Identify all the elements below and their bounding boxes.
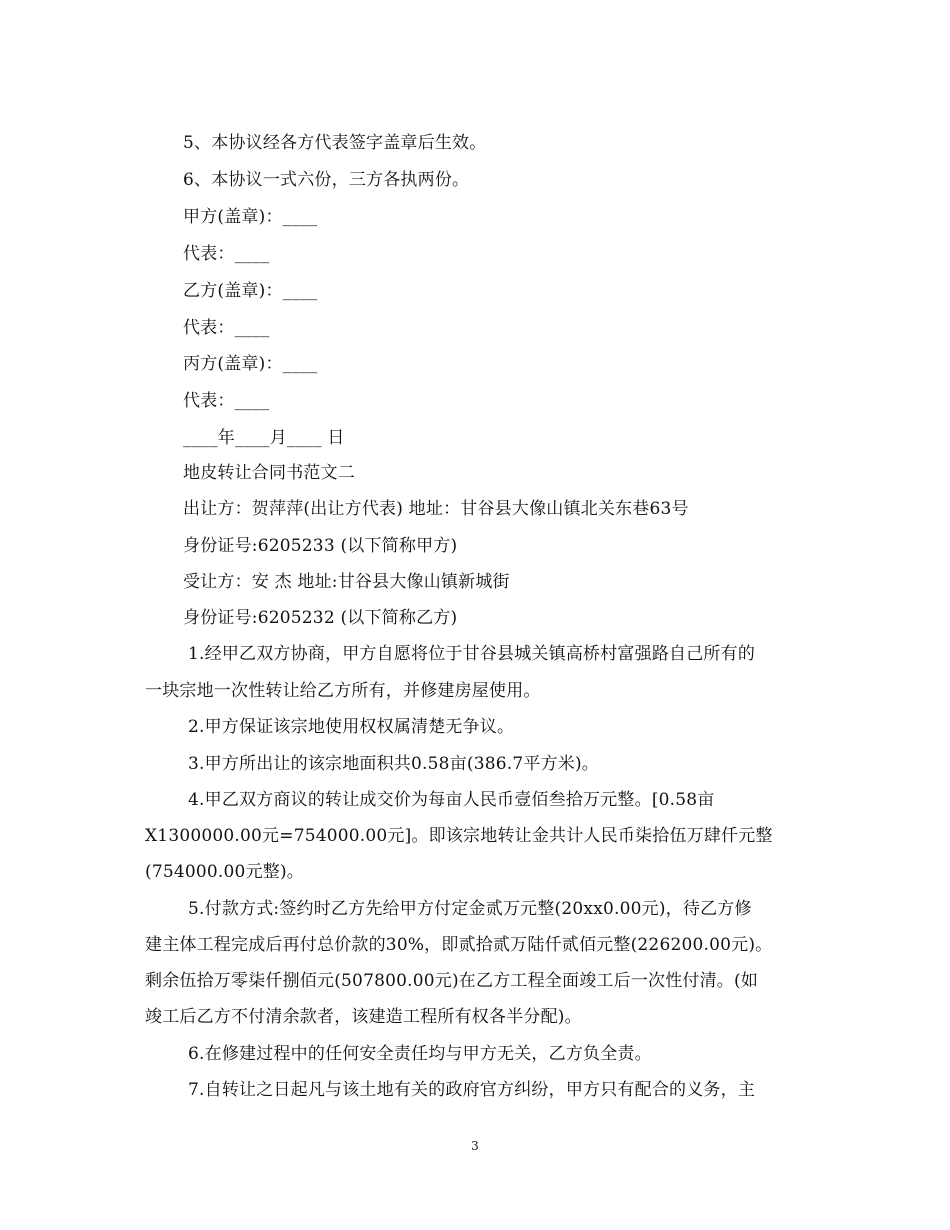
party-a-seal-line: 甲方(盖章)：____ (183, 207, 318, 227)
transferor-info: 出让方：贺萍萍(出让方代表) 地址：甘谷县大像山镇北关东巷63号 (183, 499, 689, 519)
article-5-line-3: 剩余伍拾万零柒仟捌佰元(507800.00元)在乙方工程全面竣工后一次性付清。(如 (145, 971, 759, 991)
party-b-representative-line: 代表：____ (183, 318, 270, 338)
article-1-line-2: 一块宗地一次性转让给乙方所有，并修建房屋使用。 (145, 681, 541, 701)
article-4-line-1: 4.甲乙双方商议的转让成交价为每亩人民币壹佰叁拾万元整。[0.58亩 (188, 790, 715, 810)
party-c-representative-line: 代表：____ (183, 391, 270, 411)
party-b-seal-line: 乙方(盖章)：____ (183, 281, 318, 301)
transferor-id: 身份证号:6205233 (以下简称甲方) (183, 536, 458, 556)
article-5-line-4: 竣工后乙方不付清余款者，该建造工程所有权各半分配)。 (145, 1007, 582, 1027)
transferee-info: 受让方：安 杰 地址:甘谷县大像山镇新城街 (183, 572, 510, 592)
party-a-representative-line: 代表：____ (183, 244, 270, 264)
party-c-seal-line: 丙方(盖章)：____ (183, 354, 318, 374)
article-5-line-1: 5.付款方式:签约时乙方先给甲方付定金贰万元整(20xx0.00元)，待乙方修 (188, 899, 752, 919)
transferee-id: 身份证号:6205232 (以下简称乙方) (183, 608, 458, 628)
article-2: 2.甲方保证该宗地使用权权属清楚无争议。 (188, 717, 515, 737)
article-7-line-1: 7.自转让之日起凡与该土地有关的政府官方纠纷，甲方只有配合的义务，主 (188, 1080, 756, 1100)
article-5-line-2: 建主体工程完成后再付总价款的30%，即贰拾贰万陆仟贰佰元整(226200.00元)。 (145, 935, 773, 955)
signature-date-line: ____年____月____ 日 (183, 428, 345, 448)
article-3: 3.甲方所出让的该宗地面积共0.58亩(386.7平方米)。 (188, 754, 600, 774)
article-1-line-1: 1.经甲乙双方协商，甲方自愿将位于甘谷县城关镇高桥村富强路自己所有的 (188, 644, 756, 664)
clause-5-effective: 5、本协议经各方代表签字盖章后生效。 (183, 133, 487, 153)
article-6: 6.在修建过程中的任何安全责任均与甲方无关，乙方负全责。 (188, 1044, 652, 1064)
article-4-line-2: X1300000.00元=754000.00元]。即该宗地转让金共计人民币柒拾伍万肆仟元整 (145, 826, 773, 846)
sample-two-title: 地皮转让合同书范文二 (183, 463, 355, 483)
page-number: 3 (471, 1139, 479, 1153)
clause-6-copies: 6、本协议一式六份，三方各执两份。 (183, 170, 470, 190)
article-4-line-3: (754000.00元整)。 (145, 862, 304, 882)
